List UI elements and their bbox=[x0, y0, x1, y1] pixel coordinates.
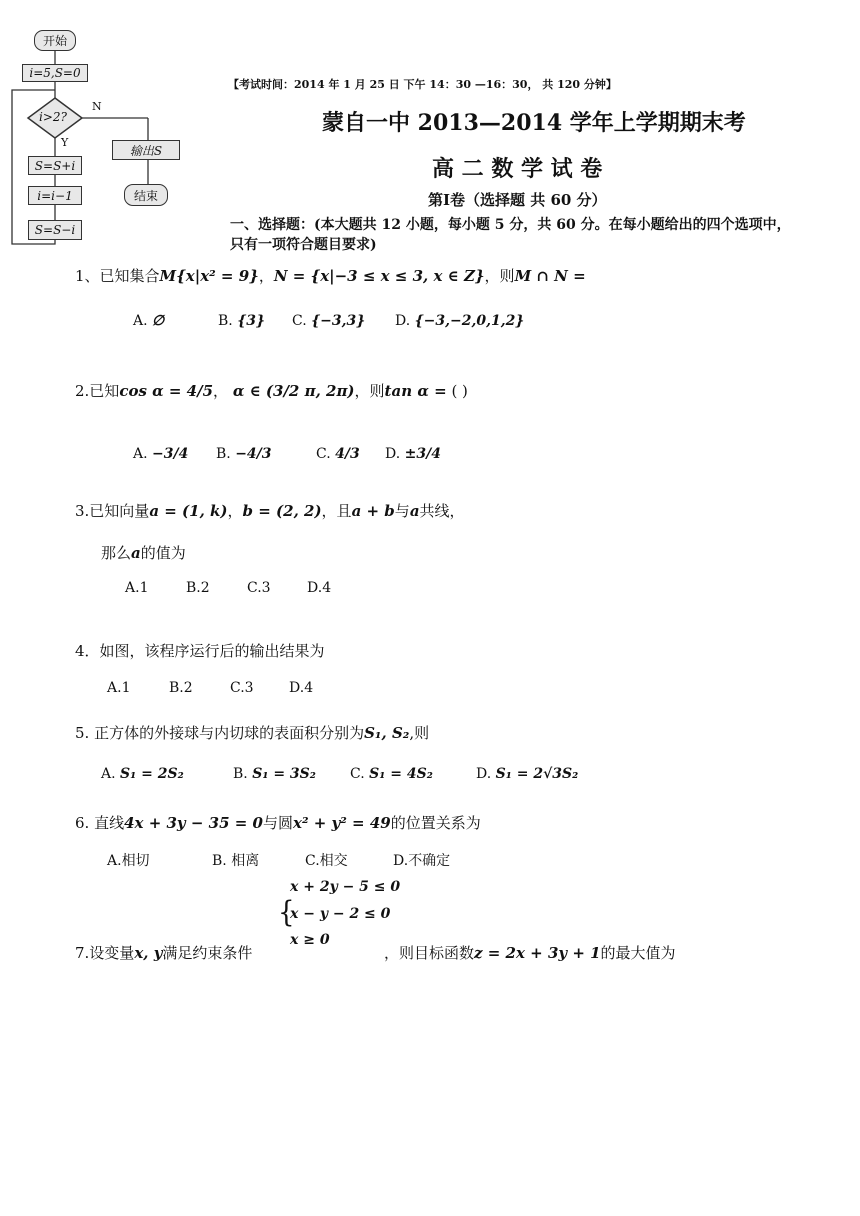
q2-answer-paren: ( ) bbox=[451, 382, 468, 400]
q1-prefix: 1、已知集合 bbox=[75, 267, 160, 285]
school-title: 蒙自一中 2013—2014 学年上学期期末考 bbox=[322, 110, 746, 136]
q3-end: 共线， bbox=[419, 502, 465, 520]
q3-sep: ， bbox=[227, 502, 243, 520]
q3-option-a: A.1 bbox=[125, 580, 149, 596]
q3-option-d: D.4 bbox=[307, 580, 332, 596]
q2-cond2: α ∈ (3/2 π, 2π) bbox=[232, 382, 355, 400]
section-instruction-2: 只有一项符合题目要求) bbox=[230, 237, 377, 253]
q3-option-c: C.3 bbox=[247, 580, 271, 596]
q7-constraint-2: x − y − 2 ≤ 0 bbox=[290, 906, 391, 922]
q3-vec-b: b = (2, 2) bbox=[242, 502, 322, 520]
q3-option-b: B.2 bbox=[186, 580, 210, 596]
q5-s: S₁, S₂ bbox=[364, 724, 410, 742]
q2-mid: ，则 bbox=[354, 382, 385, 400]
q7-tail: ，则目标函数 bbox=[384, 944, 475, 962]
flow-yes-label: Y bbox=[61, 136, 69, 149]
part-title: 第Ⅰ卷（选择题 共 60 分） bbox=[428, 191, 607, 209]
q2-option-b: B. −4/3 bbox=[216, 446, 272, 462]
question-2 bbox=[75, 380, 468, 401]
question-1 bbox=[75, 265, 586, 286]
question-3-line2 bbox=[101, 542, 186, 563]
question-3 bbox=[75, 500, 465, 521]
q5-option-b: B. S₁ = 3S₂ bbox=[233, 766, 316, 782]
q4-option-c: C.3 bbox=[230, 680, 254, 696]
q5-prefix: 5. 正方体的外接球与内切球的表面积分别为 bbox=[75, 724, 365, 742]
q3-sum: a + b bbox=[351, 502, 395, 520]
q4-option-b: B.2 bbox=[169, 680, 193, 696]
q7-prefix: 7.设变量 bbox=[75, 944, 135, 962]
q3-prefix: 3.已知向量 bbox=[75, 502, 150, 520]
q6-with: 与圆 bbox=[262, 814, 293, 832]
q1-sep: ， bbox=[258, 267, 274, 285]
q6-circle: x² + y² = 49 bbox=[293, 814, 391, 832]
q5-option-c: C. S₁ = 4S₂ bbox=[350, 766, 433, 782]
q7-brace: { bbox=[278, 896, 295, 930]
flow-step3: S=S−i bbox=[28, 220, 82, 240]
q3-line2-a: a bbox=[131, 544, 141, 562]
subject-title: 高 二 数 学 试 卷 bbox=[432, 156, 603, 182]
flow-init: i=5,S=0 bbox=[22, 64, 88, 82]
q1-expr: M ∩ N = bbox=[514, 267, 586, 285]
q5-end: ,则 bbox=[409, 724, 430, 742]
q7-constraint-3: x ≥ 0 bbox=[290, 932, 330, 948]
q7-objective: z = 2x + 3y + 1 bbox=[474, 944, 601, 962]
q6-option-a: A.相切 bbox=[107, 853, 150, 869]
q2-option-a: A. −3/4 bbox=[133, 446, 189, 462]
q2-sep: ， bbox=[213, 382, 229, 400]
question-7-tail bbox=[384, 942, 676, 963]
q1-option-a: A. ∅ bbox=[133, 313, 165, 329]
q2-cond1: cos α = 4/5 bbox=[119, 382, 214, 400]
q4-option-d: D.4 bbox=[289, 680, 314, 696]
q1-mid: ，则 bbox=[484, 267, 515, 285]
question-5 bbox=[75, 722, 429, 743]
q3-a: a bbox=[409, 502, 420, 520]
q6-option-c: C.相交 bbox=[305, 853, 348, 869]
question-6 bbox=[75, 812, 481, 833]
flow-step2: i=i−1 bbox=[28, 186, 82, 205]
q6-option-b: B. 相离 bbox=[212, 853, 260, 869]
q3-mid: ，且 bbox=[321, 502, 352, 520]
flow-no-label: N bbox=[92, 100, 102, 113]
q7-end: 的最大值为 bbox=[600, 944, 676, 962]
q1-option-b: B. {3} bbox=[218, 313, 265, 329]
q7-mid: 满足约束条件 bbox=[162, 944, 253, 962]
q7-vars: x, y bbox=[134, 944, 163, 962]
q1-option-d: D. {−3,−2,0,1,2} bbox=[395, 313, 525, 329]
q1-option-c: C. {−3,3} bbox=[292, 313, 366, 329]
q4-option-a: A.1 bbox=[107, 680, 131, 696]
q3-line2-end: 的值为 bbox=[140, 544, 186, 562]
question-7 bbox=[75, 942, 252, 963]
q3-line2-prefix: 那么 bbox=[101, 544, 132, 562]
flow-condition: i>2? bbox=[39, 110, 67, 124]
q6-prefix: 6. 直线 bbox=[75, 814, 125, 832]
section-instruction-1: 一、选择题：(本大题共 12 小题，每小题 5 分，共 60 分。在每小题给出的四个选项中， bbox=[230, 217, 791, 233]
q1-set-n: N = {x|−3 ≤ x ≤ 3, x ∈ Z} bbox=[273, 267, 485, 285]
q7-constraint-1: x + 2y − 5 ≤ 0 bbox=[290, 879, 401, 895]
flow-start: 开始 bbox=[34, 30, 76, 51]
flow-step1: S=S+i bbox=[28, 156, 82, 175]
question-4: 4．如图，该程序运行后的输出结果为 bbox=[75, 642, 325, 660]
flow-end: 结束 bbox=[124, 184, 168, 206]
q2-option-d: D. ±3/4 bbox=[385, 446, 441, 462]
q5-option-a: A. S₁ = 2S₂ bbox=[101, 766, 184, 782]
q6-line: 4x + 3y − 35 = 0 bbox=[124, 814, 263, 832]
q3-with: 与 bbox=[394, 502, 410, 520]
q6-option-d: D.不确定 bbox=[393, 853, 451, 869]
q5-option-d: D. S₁ = 2√3S₂ bbox=[476, 766, 579, 782]
q1-set-m: M{x|x² = 9} bbox=[159, 267, 259, 285]
q2-option-c: C. 4/3 bbox=[316, 446, 360, 462]
q3-vec-a: a = (1, k) bbox=[149, 502, 228, 520]
q2-prefix: 2.已知 bbox=[75, 382, 120, 400]
exam-time: 【考试时间：2014 年 1 月 25 日 下午 14：30 —16：30， 共 120 分钟】 bbox=[228, 78, 617, 91]
q6-end: 的位置关系为 bbox=[390, 814, 481, 832]
flow-output: 输出S bbox=[112, 140, 180, 160]
q2-expr: tan α = bbox=[384, 382, 447, 400]
